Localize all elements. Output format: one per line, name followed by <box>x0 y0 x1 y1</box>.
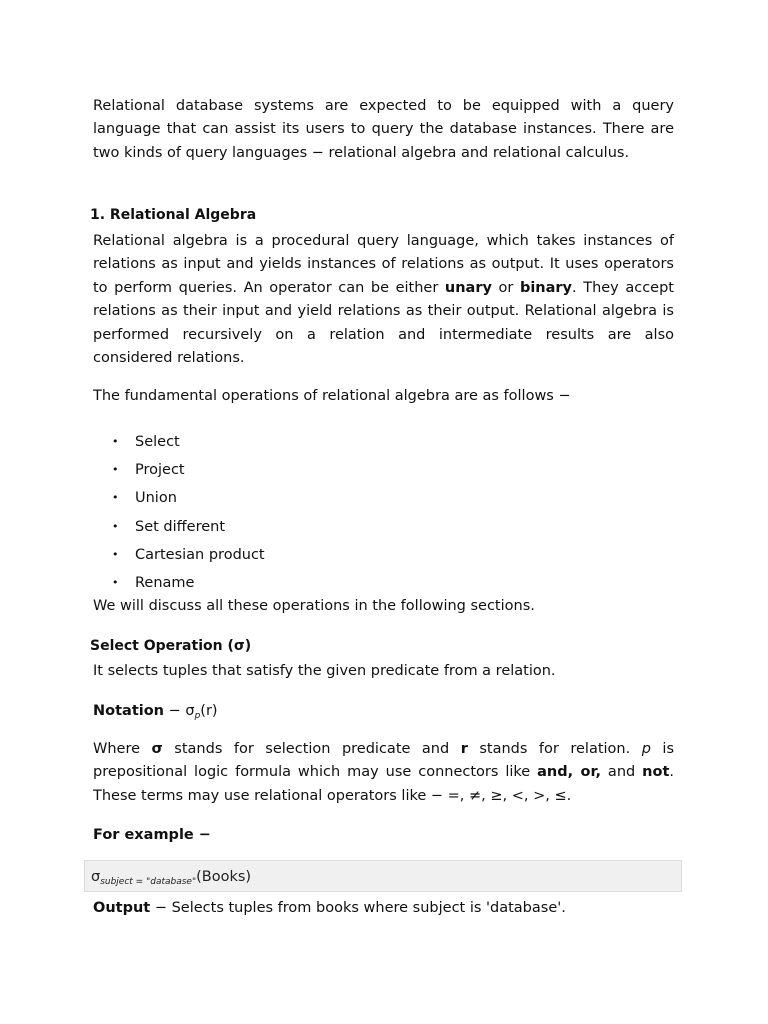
bullet-icon: • <box>112 519 119 533</box>
list-item <box>93 569 265 597</box>
list-item <box>93 484 265 512</box>
where-r: r <box>460 741 468 757</box>
where-paragraph <box>93 738 674 808</box>
ra-or: or <box>491 279 520 296</box>
code-sigma: σ <box>91 869 101 885</box>
notation-label: Notation <box>93 703 164 719</box>
list-item-label: Select <box>135 434 180 450</box>
discuss-paragraph: We will discuss all these operations in the following sections. <box>93 598 535 614</box>
list-item <box>93 456 265 484</box>
select-description: It selects tuples that satisfy the given predicate from a relation. <box>93 663 556 679</box>
ra-text-b: . They accept relations as their input and yield relations as their output. Relational algebra is performed recursively on a relation and intermediate results are also considered relations. <box>93 279 674 367</box>
where-sigma: σ <box>151 741 163 757</box>
bullet-icon: • <box>112 576 119 590</box>
notation-subscript: p <box>194 711 201 721</box>
list-item-label: Set different <box>135 518 226 535</box>
output-text: − Selects tuples from books where subject is 'database'. <box>150 900 566 916</box>
where-text-4: is prepositional logic formula which may use connectors like <box>93 741 674 781</box>
ra-text-a: Relational algebra is a procedural query language, which takes instances of relations as input and yields instances of relations as output. It uses operators to perform queries. An operator can be either <box>93 233 674 296</box>
bullet-icon: • <box>112 435 119 448</box>
bullet-icon: • <box>112 463 119 477</box>
notation-dash: − <box>164 703 186 719</box>
operations-list <box>93 428 265 597</box>
where-text-2: stands for selection predicate and <box>162 741 461 757</box>
where-connectors: and, or, <box>537 764 601 781</box>
binary-term: binary <box>519 279 573 296</box>
relational-algebra-heading: 1. Relational Algebra <box>90 207 257 223</box>
where-not: not <box>642 764 670 781</box>
code-argument: (Books) <box>196 869 252 885</box>
notation-sigma: σ <box>185 703 195 719</box>
notation-argument: (r) <box>200 703 218 719</box>
example-code-box <box>84 860 682 892</box>
example-expression <box>91 867 251 892</box>
bullet-icon: • <box>112 491 119 505</box>
for-example-text: For example − <box>93 827 211 843</box>
where-text-6: . These terms may use relational operators like − =, ≠, ≥, <, >, ≤. <box>93 764 674 804</box>
bullet-icon: • <box>112 547 119 561</box>
code-subscript: subject = "database" <box>100 877 197 887</box>
where-p: p <box>641 741 651 757</box>
list-item <box>93 541 265 569</box>
unary-term: unary <box>444 279 492 296</box>
where-text-1: Where <box>93 741 152 757</box>
for-example-label <box>93 824 674 847</box>
intro-paragraph: Relational database systems are expected to be equipped with a query language that can assist its users to query the database instances. There are two kinds of query languages − relational algebra and relational calculus. <box>93 98 674 161</box>
list-item <box>93 428 265 456</box>
list-item-label: Rename <box>135 575 195 592</box>
where-text-3: stands for relation. <box>467 741 642 757</box>
select-operation-heading: Select Operation (σ) <box>90 638 252 654</box>
relational-algebra-paragraph <box>93 230 674 370</box>
output-line <box>93 897 674 920</box>
fundamental-operations-intro: The fundamental operations of relational algebra are as follows − <box>93 388 571 404</box>
list-item-label: Union <box>135 490 177 507</box>
list-item-label: Project <box>135 462 185 479</box>
notation-line <box>93 700 674 728</box>
output-label: Output <box>93 900 151 916</box>
list-item-label: Cartesian product <box>135 546 265 563</box>
list-item <box>93 513 265 541</box>
where-text-5: and <box>601 764 643 781</box>
